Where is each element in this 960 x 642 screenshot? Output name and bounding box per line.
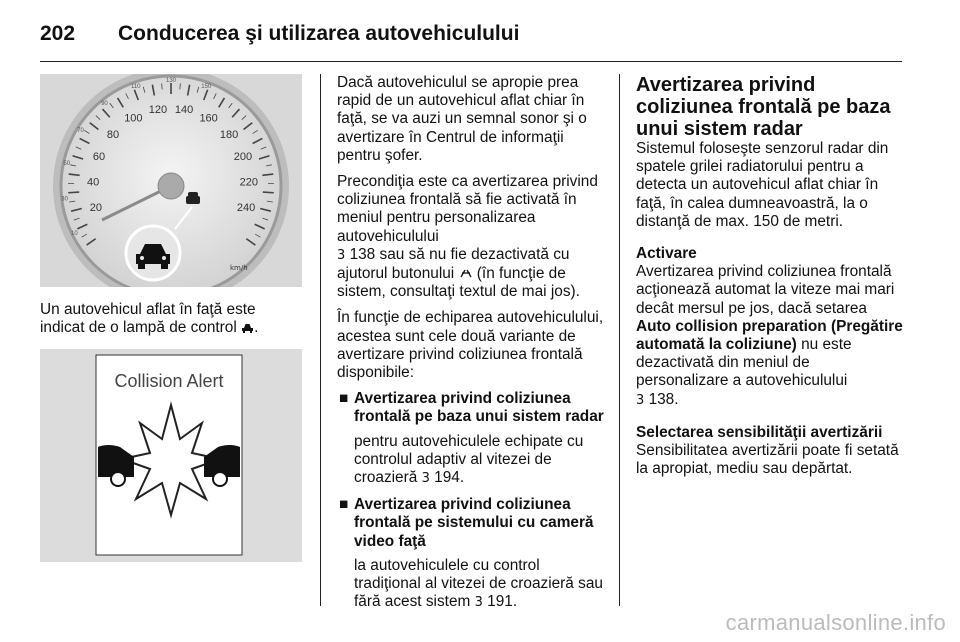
caption-text: Un autovehicul aflat în faţă este indicat de o lampă de control: [40, 301, 256, 337]
gauge-caption: [40, 301, 302, 337]
gauge-speed-label: 80: [106, 128, 120, 141]
gauge-tick: [180, 83, 181, 89]
bullet-title: Avertizarea privind coliziunea frontală pe sistemului cu cameră video faţă: [354, 496, 594, 550]
gauge-outer-label: 110: [130, 83, 141, 90]
bullet-text: pentru autovehiculele echipate cu controlul adaptiv al vitezei de croazieră: [354, 432, 584, 487]
paragraph-variants: În funcţie de echiparea autovehiculului, acestea sunt cele două variante de avertizare privind coliziunea frontală disponibile:: [337, 309, 604, 382]
bullet-camera-title: [337, 496, 605, 551]
bullet-title: Avertizarea privind coliziunea frontală pe baza unui sistem radar: [354, 390, 604, 426]
collision-button-icon: [459, 268, 473, 279]
gauge-outer-label: 10: [70, 230, 78, 237]
page-ref-arrow-icon: 3: [337, 247, 346, 263]
precondition-ref: 138 sau să nu fie dezactivată cu ajutorul butonului: [337, 245, 570, 283]
speedometer-figure: [40, 74, 302, 287]
gauge-tick: [162, 83, 163, 89]
bullet-ref: 194.: [434, 469, 465, 487]
gauge-hub: [158, 173, 184, 199]
section-intro: Sistemul foloseşte senzorul radar din spatele grilei radiatorului pentru a detecta un autovehicul aflat chiar în faţă, în calea dumneavoastră, la o distanţă de max. 150 de metri.: [636, 140, 889, 230]
activation-ref: 138.: [648, 390, 679, 408]
page-ref-arrow-icon: 3: [421, 471, 430, 487]
column-divider-1: [320, 74, 321, 606]
paragraph-precondition: [337, 173, 605, 301]
gauge-tick: [68, 192, 79, 193]
collision-alert-figure: [40, 349, 302, 562]
page-ref-arrow-icon: 3: [474, 595, 483, 611]
section-heading: Avertizarea privind coliziunea frontală pe baza unui sistem radar: [636, 74, 891, 140]
column-1: [40, 74, 302, 562]
car-ahead-small-icon: [186, 192, 200, 204]
activation-text-2: nu este dezactivată din meniul de personalizare a autovehiculului: [636, 336, 852, 390]
gauge-outer-label: 70: [77, 127, 84, 134]
gauge-speed-label: 120: [148, 104, 168, 117]
bullet-text: la autovehiculele cu control tradiţional al vitezei de croazieră sau fără acest sistem: [354, 556, 603, 611]
gauge-speed-label: 180: [219, 128, 239, 141]
page-number: 202: [40, 22, 76, 45]
paragraph-warning: Dacă autovehiculul se apropie prea rapid de un autovehicul aflat chiar în faţă, se va auzi un semnal sonor şi o avertizare în Centrul de informaţii pentru şofer.: [337, 74, 587, 164]
gauge-speed-label: 200: [233, 150, 253, 163]
bullet-camera-text: [337, 557, 605, 613]
collision-alert-title: Collision Alert: [114, 371, 224, 392]
gauge-outer-label: 90: [101, 101, 108, 108]
bullet-ref: 191.: [487, 593, 518, 611]
column-2: [337, 74, 605, 620]
gauge-speed-label: 100: [124, 112, 143, 125]
gauge-speed-label: 160: [199, 112, 218, 125]
watermark: carmanualsonline.info: [725, 610, 946, 635]
gauge-unit: km/h: [230, 264, 248, 272]
gauge-outer-label: 130: [165, 78, 177, 84]
activation-text-1: Avertizarea privind coliziunea frontală acţionează automat la viteze mai mari decât mersul pe jos, dacă setarea: [636, 263, 895, 317]
sensitivity-text: Sensibilitatea avertizării poate fi setată la apropiat, mediu sau depărtat.: [636, 442, 899, 478]
gauge-speed-label: 240: [236, 202, 256, 215]
page-ref-arrow-icon: 3: [636, 392, 645, 408]
activation-text: [636, 263, 906, 410]
bullet-radar-title: [337, 390, 605, 426]
gauge-outer-label: 150: [201, 83, 212, 90]
gauge-speed-label: 140: [174, 104, 194, 117]
gauge-speed-label: 60: [92, 150, 106, 163]
gauge-outer-label: 30: [61, 196, 68, 203]
sensitivity-heading: Selectarea sensibilităţii avertizării: [636, 423, 883, 441]
gauge-speed-label: 40: [87, 176, 100, 189]
page-header: [40, 14, 920, 54]
activation-setting-name: Auto collision preparation (Pregătire automată la coliziune): [636, 317, 903, 354]
bullet-marker: ■: [339, 496, 349, 514]
caption-end: .: [254, 319, 259, 337]
gauge-outer-label: 50: [63, 160, 71, 167]
car-ahead-warning-icon: [126, 226, 180, 280]
bullet-radar-text: [337, 433, 605, 489]
gauge-tick: [263, 192, 274, 193]
activation-heading: Activare: [636, 245, 697, 263]
precondition-end: (în funcţie de sistem, consultaţi textul de mai jos).: [337, 265, 580, 301]
precondition-text: Precondiţia este ca avertizarea privind coliziunea frontală să fie activată în meniul pentru personalizarea autovehiculului: [337, 173, 598, 245]
gauge-speed-label: 20: [89, 202, 103, 215]
page-title: Conducerea şi utilizarea autovehiculului: [118, 22, 520, 45]
column-divider-2: [619, 74, 620, 606]
header-rule: [40, 61, 902, 62]
bullet-marker: ■: [339, 390, 349, 408]
car-warning-lamp-icon: [241, 322, 254, 334]
gauge-speed-label: 220: [239, 176, 259, 189]
column-3: [636, 74, 906, 486]
